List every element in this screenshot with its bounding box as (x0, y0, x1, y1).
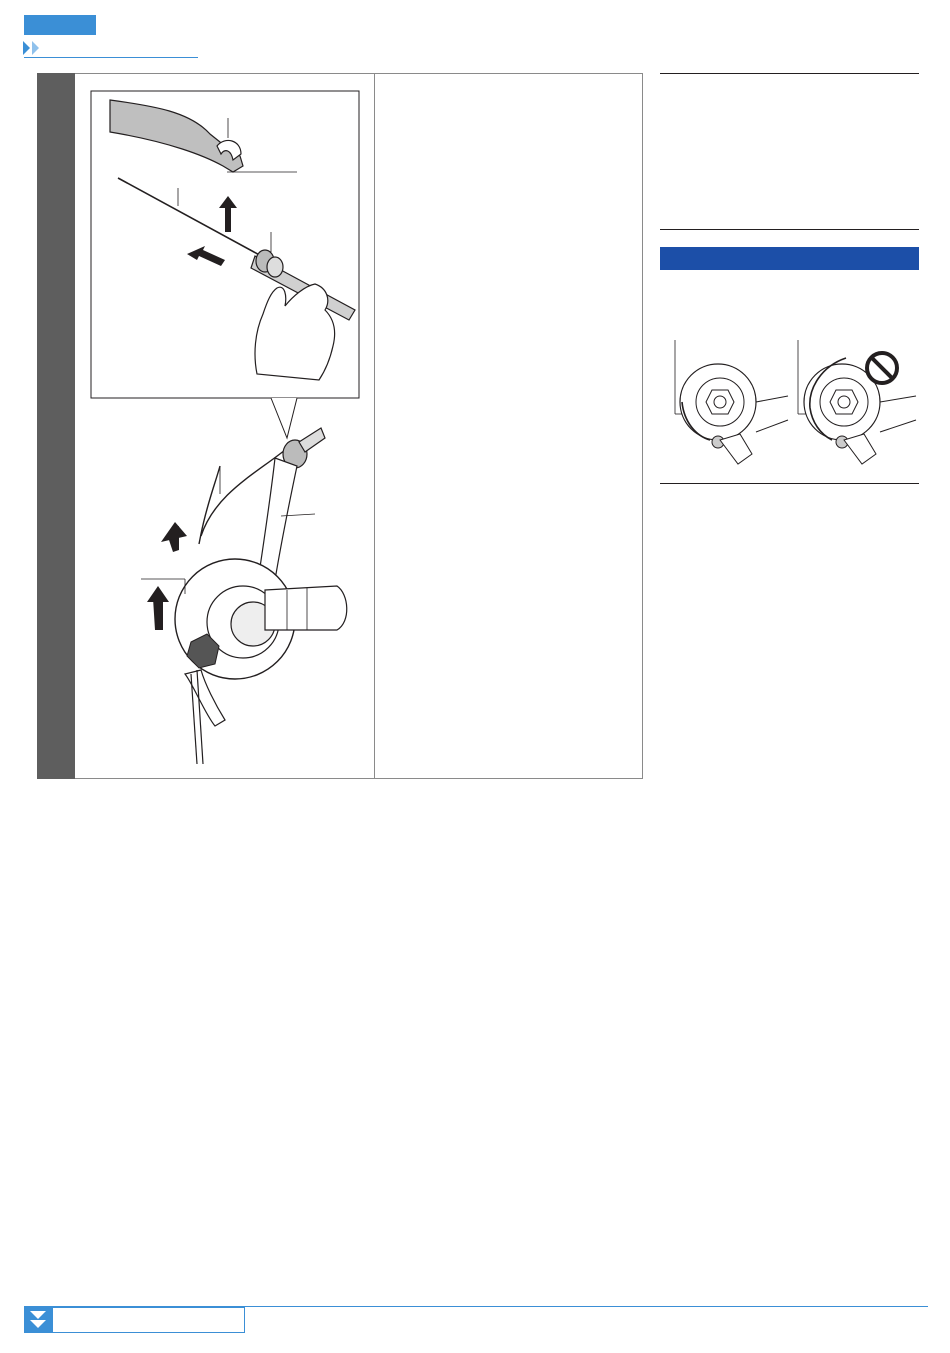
note-top-rule (660, 73, 919, 74)
step-number-bar (37, 73, 75, 779)
brake-arm (259, 458, 297, 580)
tips-bottom-rule (660, 483, 919, 484)
double-chevron-right-icon (22, 40, 42, 56)
cable-routing-comparison-illustration (660, 336, 919, 482)
section-tab[interactable] (24, 15, 96, 35)
footer-nav-button[interactable] (24, 1307, 52, 1333)
note-bottom-rule (660, 229, 919, 230)
prohibited-icon (867, 353, 897, 383)
incorrect-routing-figure (798, 340, 916, 464)
inset-callout-pointer (271, 398, 297, 438)
footer-link-box[interactable] (52, 1307, 245, 1333)
axle-nut (265, 586, 347, 630)
correct-routing-figure (675, 340, 788, 464)
header-rule (24, 57, 198, 58)
step-divider (374, 73, 375, 779)
brake-cable-illustration (75, 74, 374, 778)
technical-tips-bar (660, 247, 919, 270)
down-arrow-icon (24, 1307, 52, 1333)
